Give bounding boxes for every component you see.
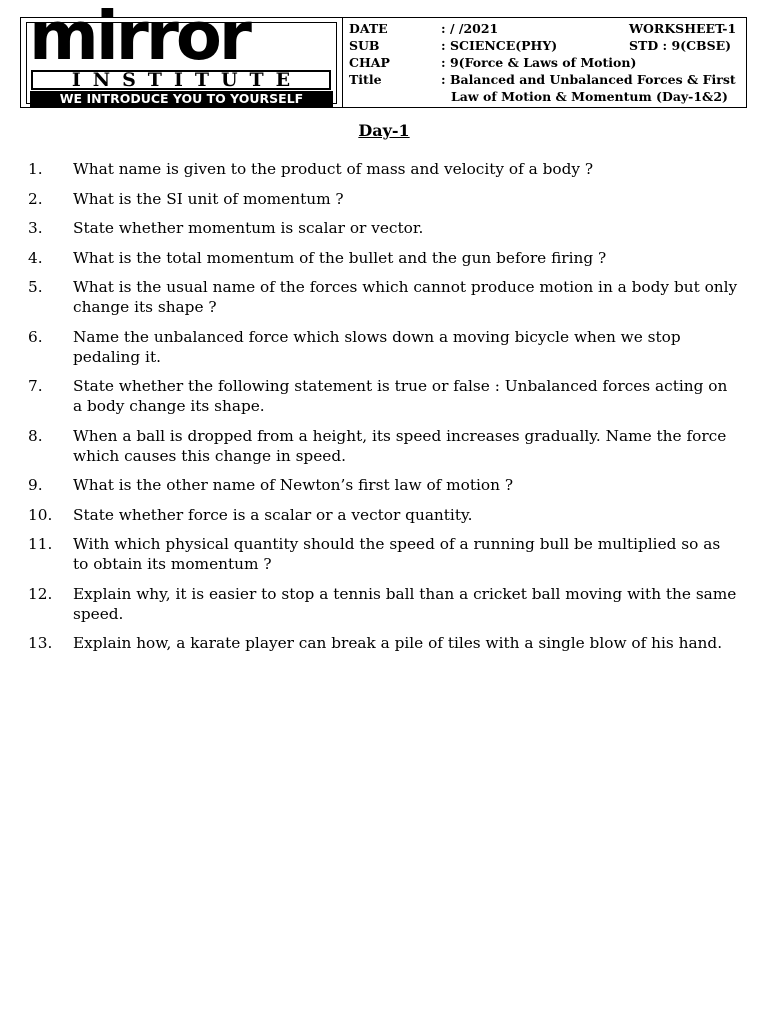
question-number: 4. (28, 248, 43, 267)
question-number: 3. (28, 219, 43, 237)
title-value-line2: Law of Motion & Momentum (Day-1&2) (451, 89, 728, 104)
standard-value: STD : 9(CBSE) (629, 38, 732, 53)
question-number: 6. (28, 327, 43, 346)
question-number: 8. (28, 426, 43, 445)
question-text: What is the total momentum of the bullet and the gun before firing ? (73, 248, 607, 267)
date-label: DATE (349, 21, 388, 36)
worksheet-info (343, 18, 746, 107)
worksheet-number: WORKSHEET-1 (629, 21, 737, 36)
question-number: 1. (28, 160, 43, 178)
question-number: 10. (28, 505, 53, 524)
question-text: When a ball is dropped from a height, its speed increases gradually. Name the force which causes this change in speed. (73, 426, 727, 465)
question-item (0, 376, 768, 416)
question-text: Explain how, a karate player can break a pile of tiles with a single blow of his hand. (73, 634, 723, 652)
question-list (0, 159, 768, 663)
question-number: 5. (28, 278, 43, 296)
question-number: 11. (28, 535, 53, 553)
question-text: Explain why, it is easier to stop a tennis ball than a cricket ball moving with the same speed. (73, 584, 737, 623)
question-item (0, 633, 768, 653)
question-text: State whether the following statement is true or false : Unbalanced forces acting on a body change its shape. (73, 377, 728, 415)
title-value-line1: : Balanced and Unbalanced Forces & First (441, 72, 736, 87)
question-item (0, 505, 768, 525)
question-item (0, 534, 768, 574)
question-item (0, 475, 768, 495)
worksheet-header (20, 0, 747, 108)
date-value: : / /2021 (441, 21, 499, 36)
question-item (0, 327, 768, 367)
question-number: 2. (28, 189, 43, 208)
question-item (0, 584, 768, 624)
question-text: With which physical quantity should the speed of a running bull be multiplied so as to obtain its momentum ? (73, 535, 721, 573)
institute-logo (26, 0, 337, 106)
question-text: What is the other name of Newton’s first law of motion ? (73, 476, 514, 494)
question-text: What name is given to the product of mass and velocity of a body ? (73, 160, 594, 178)
chapter-value: : 9(Force & Laws of Motion) (441, 55, 637, 70)
question-text: What is the SI unit of momentum ? (73, 189, 344, 208)
question-item (0, 218, 768, 238)
subject-value: : SCIENCE(PHY) (441, 38, 558, 53)
subject-label: SUB (349, 38, 380, 53)
question-text: What is the usual name of the forces which cannot produce motion in a body but only change its shape ? (73, 278, 738, 316)
question-number: 13. (28, 634, 53, 652)
question-number: 9. (28, 476, 43, 494)
chapter-label: CHAP (349, 55, 390, 70)
logo-wordmark: mirror (29, 0, 249, 75)
question-item (0, 248, 768, 268)
logo-cell (21, 0, 343, 107)
day-heading: Day-1 (358, 121, 410, 140)
question-text: State whether force is a scalar or a vector quantity. (73, 505, 473, 524)
question-text: Name the unbalanced force which slows down a moving bicycle when we stop pedaling it. (73, 327, 681, 366)
question-item (0, 159, 768, 179)
question-text: State whether momentum is scalar or vector. (73, 219, 424, 237)
logo-tagline: WE INTRODUCE YOU TO YOURSELF (30, 91, 333, 107)
question-item (0, 426, 768, 466)
question-item (0, 277, 768, 317)
title-label: Title (349, 72, 382, 87)
question-item (0, 189, 768, 209)
logo-institute-text: INSTITUTE (31, 70, 331, 90)
question-number: 7. (28, 377, 43, 395)
question-number: 12. (28, 584, 53, 603)
